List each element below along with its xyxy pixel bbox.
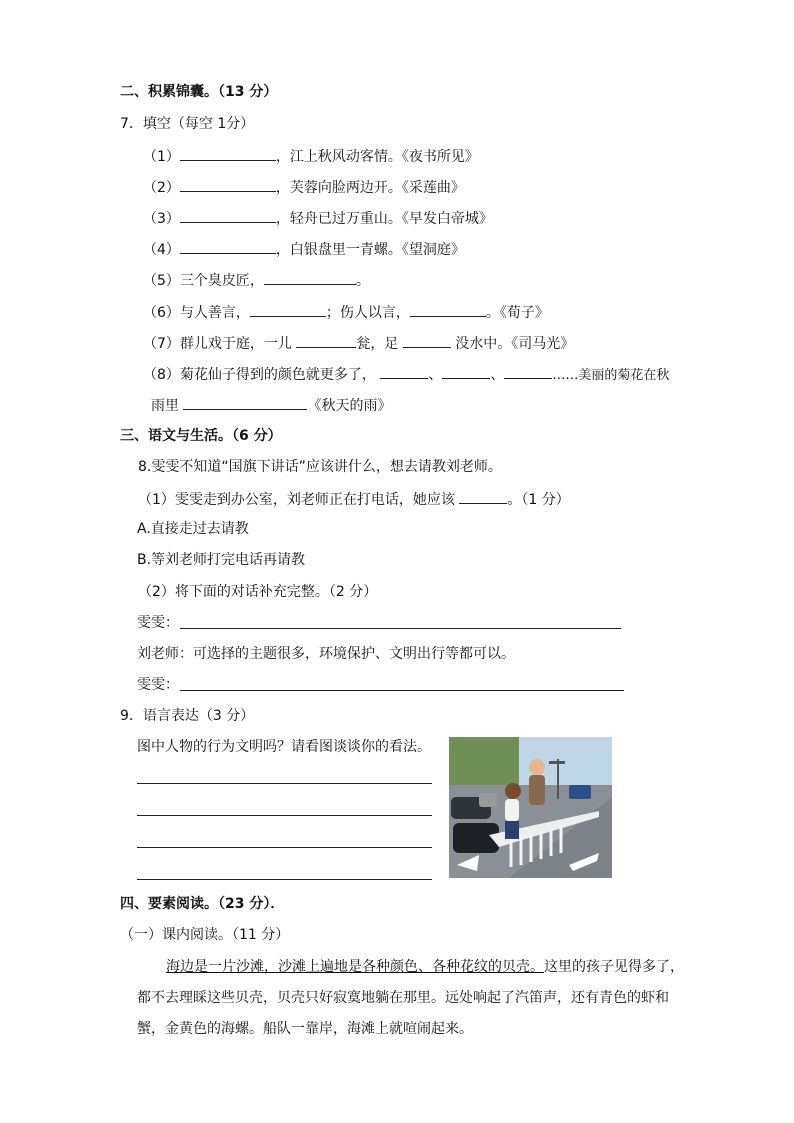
answer-line[interactable] xyxy=(137,879,432,880)
answer-line[interactable] xyxy=(137,847,432,848)
item-text-a: 与人善言， xyxy=(179,305,250,321)
fill-item-5 xyxy=(143,270,370,290)
sub1-score: 。（1 分） xyxy=(507,492,570,508)
answer-line[interactable] xyxy=(180,690,624,691)
answer-line[interactable] xyxy=(180,628,621,629)
item-text-c: ……美丽的菊花在秋 xyxy=(552,368,670,383)
answer-blank[interactable] xyxy=(403,333,451,348)
item-text: ，白银盘里一青螺。《望洞庭》 xyxy=(275,242,465,258)
item-text-b: ；伤人以言， xyxy=(325,305,410,321)
item-text: ，芙蓉向脸两边开。《采莲曲》 xyxy=(275,180,465,196)
reading-part-1-title: （一）课内阅读。（11 分） xyxy=(120,927,290,943)
answer-blank[interactable] xyxy=(180,239,276,254)
item-source: 《秋天的雨》 xyxy=(307,398,392,414)
fill-item-4 xyxy=(143,239,465,259)
answer-blank[interactable] xyxy=(504,364,552,379)
fill-item-8 xyxy=(143,364,669,385)
answer-blank[interactable] xyxy=(250,302,326,317)
item-text-c: 。《荀子》 xyxy=(485,305,549,321)
fill-item-1 xyxy=(143,146,479,166)
separator: 、 xyxy=(428,367,443,383)
question-7-title: 7．填空（每空 1分） xyxy=(120,116,255,132)
answer-blank[interactable] xyxy=(180,146,276,161)
reading-line-3: 蟹，金黄色的海螺。船队一靠岸，海滩上就喧闹起来。 xyxy=(137,1021,473,1037)
dialog-teacher: 刘老师：可选择的主题很多，环境保护、文明出行等都可以。 xyxy=(137,646,515,662)
item-text: ，江上秋风动客情。《夜书所见》 xyxy=(275,149,479,165)
item-number: （4） xyxy=(143,242,180,258)
reading-line-1 xyxy=(166,958,684,976)
sub1-text: （1）雯雯走到办公室，刘老师正在打电话，她应该 xyxy=(138,492,460,508)
question-8-intro: 8.雯雯不知道“国旗下讲话”应该讲什么，想去请教刘老师。 xyxy=(138,459,502,475)
illustration-jaywalking xyxy=(449,737,612,878)
item-number: （8） xyxy=(143,367,180,383)
item-text: 三个臭皮匠， xyxy=(179,273,264,289)
fill-item-3 xyxy=(143,208,493,228)
item-text-a: 菊花仙子得到的颜色就更多了， xyxy=(179,367,381,383)
answer-line[interactable] xyxy=(137,815,432,816)
fill-item-2 xyxy=(143,177,465,197)
question-8-sub1 xyxy=(138,489,570,509)
answer-blank[interactable] xyxy=(459,489,507,504)
item-number: （3） xyxy=(143,211,180,227)
question-9-title: 9．语言表达（3 分） xyxy=(120,708,255,724)
fill-item-8-cont xyxy=(151,395,391,415)
answer-blank[interactable] xyxy=(180,208,276,223)
answer-blank[interactable] xyxy=(180,177,276,192)
section-heading-4: 四、要素阅读。（23 分）． xyxy=(120,896,285,912)
question-9-prompt: 图中人物的行为文明吗？请看图谈谈你的看法。 xyxy=(137,739,431,755)
answer-line[interactable] xyxy=(137,783,432,784)
item-text: 雨里 xyxy=(151,398,184,414)
item-text-b: 瓮，足 xyxy=(356,336,403,352)
item-text-a: 群儿戏于庭，一儿 xyxy=(179,336,297,352)
sentence-rest: 这里的孩子见得多了， xyxy=(544,959,684,975)
item-end: 。 xyxy=(355,273,370,289)
answer-blank[interactable] xyxy=(183,395,307,410)
fill-item-6 xyxy=(143,302,549,322)
item-text: ，轻舟已过万重山。《早发白帝城》 xyxy=(275,211,493,227)
fill-item-7 xyxy=(143,333,574,353)
item-number: （1） xyxy=(143,149,180,165)
separator: 、 xyxy=(490,367,505,383)
underlined-sentence: 海边是一片沙滩，沙滩上遍地是各种颜色、各种花纹的贝壳。 xyxy=(166,959,544,975)
option-a[interactable]: A.直接走过去请教 xyxy=(137,521,249,537)
item-number: （6） xyxy=(143,305,180,321)
answer-blank[interactable] xyxy=(296,333,356,348)
section-heading-2: 二、积累锦囊。（13 分） xyxy=(120,84,278,100)
item-number: （5） xyxy=(143,273,180,289)
dialog-wenwen-2: 雯雯： xyxy=(137,677,179,693)
question-8-sub2: （2）将下面的对话补充完整。（2 分） xyxy=(138,584,378,600)
answer-blank[interactable] xyxy=(442,364,490,379)
section-heading-3: 三、语文与生活。（6 分） xyxy=(120,428,282,444)
answer-blank[interactable] xyxy=(380,364,428,379)
option-b[interactable]: B.等刘老师打完电话再请教 xyxy=(137,552,306,568)
dialog-wenwen-1: 雯雯： xyxy=(137,615,179,631)
answer-blank[interactable] xyxy=(264,270,356,285)
item-text-c: 没水中。《司马光》 xyxy=(450,336,575,352)
item-number: （2） xyxy=(143,180,180,196)
item-number: （7） xyxy=(143,336,180,352)
reading-line-2: 都不去理睬这些贝壳，贝壳只好寂寞地躺在那里。远处响起了汽笛声，还有青色的虾和 xyxy=(137,990,669,1006)
answer-blank[interactable] xyxy=(410,302,486,317)
